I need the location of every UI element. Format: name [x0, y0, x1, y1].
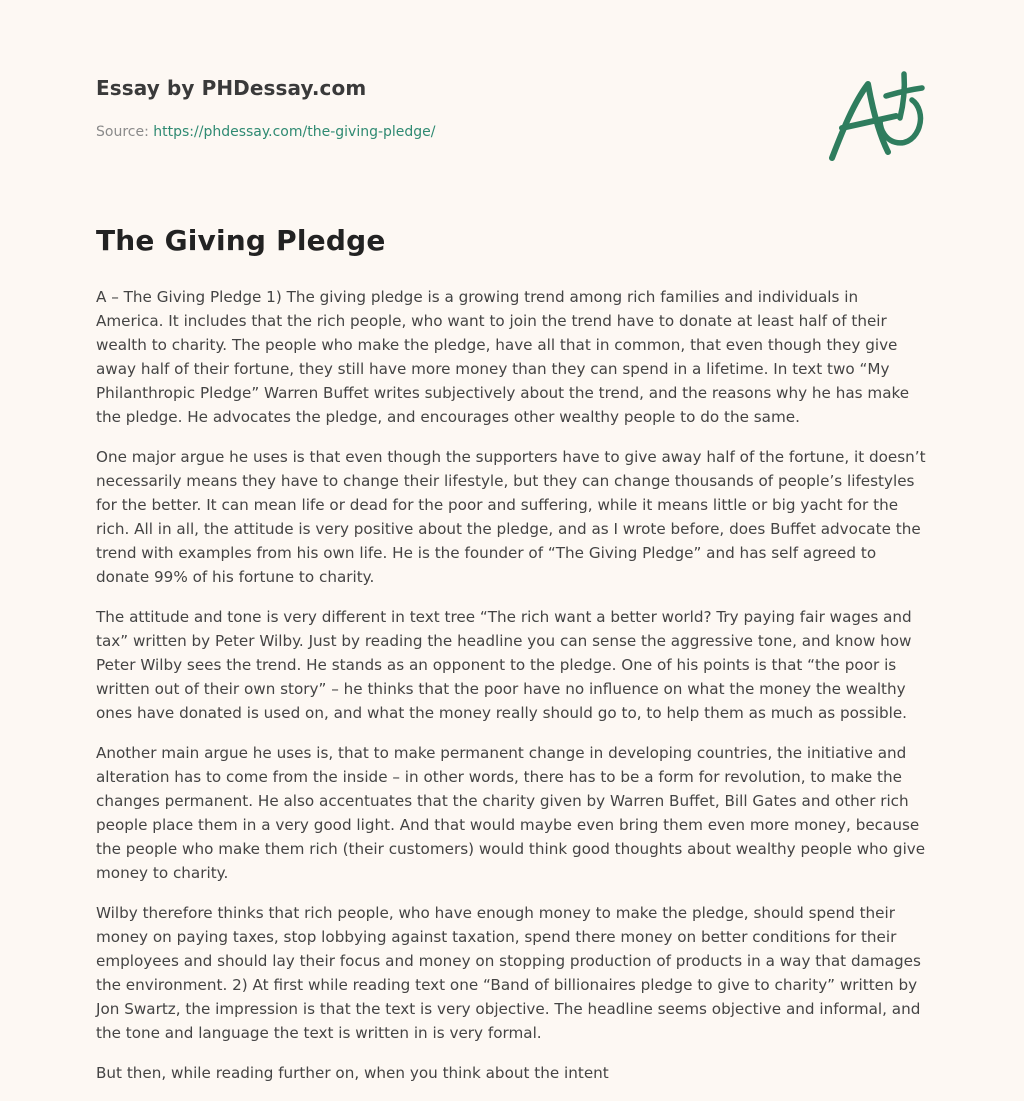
source-line: [96, 124, 856, 140]
a-plus-logo-icon: [820, 66, 932, 170]
essay-paragraph: A – The Giving Pledge 1) The giving pledge is a growing trend among rich families and individuals in America. It includes that the rich people, who want to join the trend have to donate at least half of their wealth to charity. The people who make the pledge, have all that in common, that even though they give away half of their fortune, they still have more money than they can spend in a lifetime. In text two “My Philanthropic Pledge” Warren Buffet writes subjectively about the trend, and the reasons why he has make the pledge. He advocates the pledge, and encourages other wealthy people to do the same.: [96, 288, 910, 426]
essay-paragraph: One major argue he uses is that even though the supporters have to give away half of the fortune, it doesn’t necessarily means they have to change their lifestyle, but they can change thousands of people’s lifestyles for the better. It can mean life or dead for the poor and suffering, while it means little or big yacht for the rich. All in all, the attitude is very positive about the pledge, and as I wrote before, does Buffet advocate the trend with examples from his own life. He is the founder of “The Giving Pledge” and has self agreed to donate 99% of his fortune to charity.: [96, 448, 926, 586]
essay-paragraph: Wilby therefore thinks that rich people, who have enough money to make the pledge, should spend their money on paying taxes, stop lobbying against taxation, spend there money on better conditions for their employees and should lay their focus and money on stopping production of products in a way that damages the environment. 2) At first while reading text one “Band of billionaires pledge to give to charity” written by Jon Swartz, the impression is that the text is very objective. The headline seems objective and informal, and the tone and language the text is written in is very formal.: [96, 904, 921, 1042]
essay-title: The Giving Pledge: [96, 224, 386, 257]
essay-paragraph: The attitude and tone is very different in text tree “The rich want a better world? Try paying fair wages and tax” written by Peter Wilby. Just by reading the headline you can sense the aggressive tone, and know how Peter Wilby sees the trend. He stands as an opponent to the pledge. One of his points is that “the poor is written out of their own story” – he thinks that the poor have no influence on what the money the wealthy ones have donated is used on, and what the money really should go to, to help them as much as possible.: [96, 608, 912, 722]
essay-body: [96, 285, 928, 1101]
source-link[interactable]: https://phdessay.com/the-giving-pledge/: [153, 124, 436, 140]
essay-paragraph: Another main argue he uses is, that to make permanent change in developing countries, the initiative and alteration has to come from the inside – in other words, there has to be a form for revolution, to make the changes permanent. He also accentuates that the charity given by Warren Buffet, Bill Gates and other rich people place them in a very good light. And that would maybe even bring them even more money, because the people who make them rich (their customers) would think good thoughts about wealthy people who give money to charity.: [96, 744, 926, 882]
brand-title: Essay by PHDessay.com: [96, 76, 367, 100]
page-header: [96, 76, 856, 140]
source-label: Source:: [96, 124, 149, 140]
essay-paragraph: But then, while reading further on, when you think about the intent: [96, 1064, 609, 1082]
